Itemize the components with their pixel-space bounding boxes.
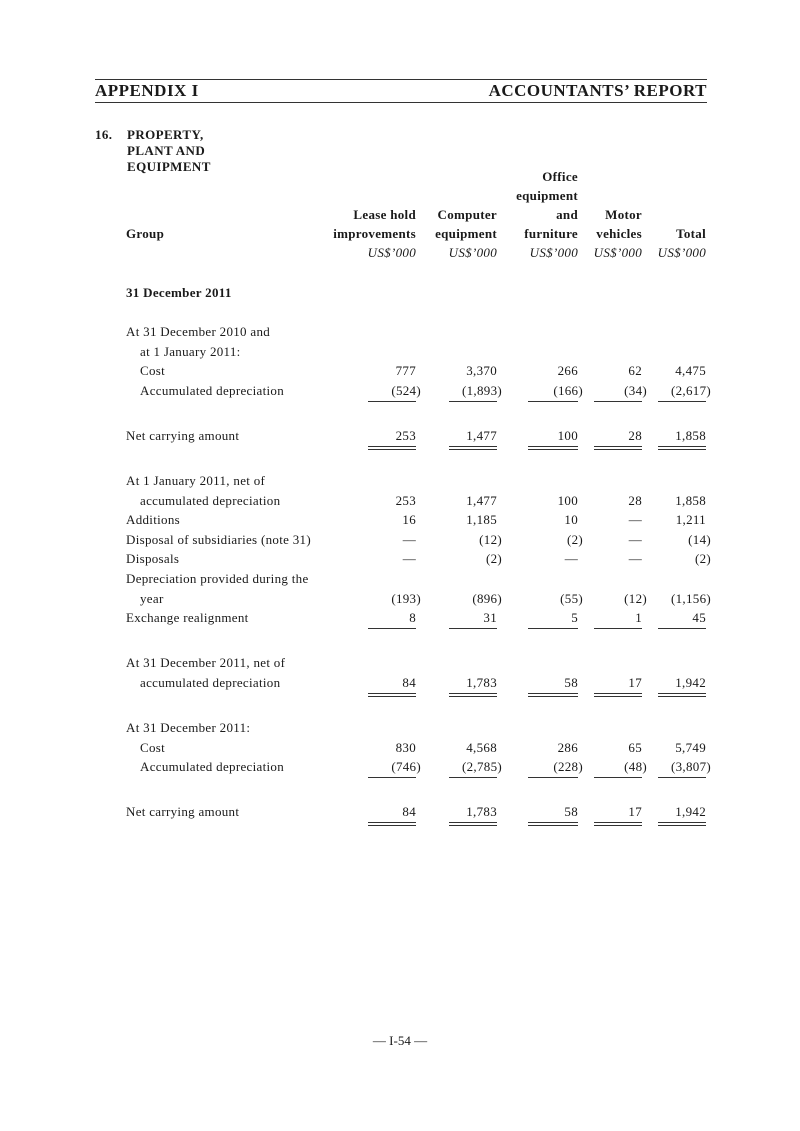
table-cell: 1,477: [466, 427, 497, 443]
table-cell: 1,942: [675, 674, 706, 690]
table-cell: 777: [395, 363, 416, 379]
table-cell: (12): [624, 590, 647, 606]
single-underline: [368, 777, 416, 778]
table-cell: 28: [628, 427, 642, 443]
double-underline: [658, 822, 706, 826]
row-label: Depreciation provided during the: [126, 571, 309, 586]
table-cell: —: [564, 551, 578, 567]
row-label: Accumulated depreciation: [140, 759, 284, 775]
table-cell: 253: [395, 492, 416, 508]
single-underline: [368, 628, 416, 629]
column-header-line: vehicles: [596, 226, 642, 241]
single-underline: [658, 628, 706, 629]
row-label: At 31 December 2011:: [126, 720, 251, 735]
row-label: at 1 January 2011:: [140, 343, 241, 359]
table-cell: (524): [391, 382, 421, 398]
appendix-label: APPENDIX I: [95, 81, 199, 100]
double-underline: [449, 693, 497, 697]
single-underline: [449, 401, 497, 402]
table-cell: 8: [409, 610, 416, 626]
column-header-line: equipment: [516, 188, 578, 203]
row-label: accumulated depreciation: [140, 674, 281, 690]
table-cell: 65: [628, 739, 642, 755]
section-number: 16.: [95, 127, 113, 142]
double-underline: [368, 693, 416, 697]
table-cell: (3,807): [670, 759, 711, 775]
single-underline: [594, 777, 642, 778]
table-cell: 58: [564, 674, 578, 690]
table-cell: 100: [557, 427, 578, 443]
table-cell: (2,617): [670, 382, 711, 398]
row-label: Additions: [126, 512, 180, 528]
table-cell: —: [402, 531, 416, 547]
double-underline: [528, 693, 578, 697]
row-label: Net carrying amount: [126, 804, 240, 820]
table-cell: 16: [402, 512, 416, 528]
table-cell: (2): [566, 531, 583, 547]
table-cell: 1,942: [675, 804, 706, 820]
table-cell: 1,477: [466, 492, 497, 508]
table-cell: 62: [628, 363, 642, 379]
group-label: Group: [126, 226, 165, 241]
table-cell: 45: [692, 610, 706, 626]
double-underline: [368, 822, 416, 826]
table-cell: 4,568: [466, 739, 497, 755]
row-label: year: [140, 590, 164, 606]
table-cell: (12): [479, 531, 502, 547]
table-cell: (48): [624, 759, 647, 775]
column-unit: US$’000: [657, 245, 706, 260]
double-underline: [449, 446, 497, 450]
row-label: accumulated depreciation: [140, 492, 281, 508]
single-underline: [528, 777, 578, 778]
table-cell: (2): [485, 551, 502, 567]
page-number: — I-54 —: [372, 1033, 428, 1048]
table-cell: 1,185: [466, 512, 497, 528]
table-cell: 1: [635, 610, 642, 626]
table-cell: (228): [553, 759, 583, 775]
column-header-line: improvements: [333, 226, 416, 241]
column-header-line: and: [556, 207, 578, 222]
column-unit: US$’000: [367, 245, 416, 260]
row-label: At 31 December 2011, net of: [126, 655, 286, 671]
table-cell: 1,783: [466, 804, 497, 820]
column-header-line: Total: [676, 226, 706, 241]
table-cell: 5: [571, 610, 578, 626]
period-heading: 31 December 2011: [126, 285, 232, 300]
table-cell: —: [628, 512, 642, 528]
row-label: At 31 December 2010 and: [126, 324, 271, 339]
table-cell: —: [402, 551, 416, 567]
table-cell: 266: [557, 363, 578, 379]
page-header: [95, 79, 707, 103]
double-underline: [594, 822, 642, 826]
table-cell: 58: [564, 804, 578, 820]
double-underline: [594, 693, 642, 697]
double-underline: [368, 446, 416, 450]
double-underline: [528, 446, 578, 450]
table-cell: (34): [624, 382, 647, 398]
table-cell: (2,785): [461, 759, 502, 775]
table-cell: (1,156): [670, 590, 711, 606]
single-underline: [528, 401, 578, 402]
table-cell: 3,370: [466, 363, 497, 379]
table-cell: (55): [560, 590, 583, 606]
row-label: Disposals: [126, 551, 180, 567]
section-title: PROPERTY, PLANT AND EQUIPMENT: [127, 127, 211, 174]
double-underline: [528, 822, 578, 826]
table-cell: 286: [557, 739, 578, 755]
table-cell: 31: [483, 610, 497, 626]
table-cell: (14): [688, 531, 711, 547]
table-cell: (166): [553, 382, 583, 398]
single-underline: [528, 628, 578, 629]
table-cell: 253: [395, 427, 416, 443]
table-cell: 1,858: [675, 427, 706, 443]
table-cell: (193): [391, 590, 421, 606]
single-underline: [658, 401, 706, 402]
table-cell: 1,858: [675, 492, 706, 508]
single-underline: [594, 401, 642, 402]
report-title: ACCOUNTANTS’ REPORT: [488, 81, 707, 100]
column-header-line: equipment: [435, 226, 497, 241]
column-unit: US$’000: [593, 245, 642, 260]
table-cell: 84: [402, 804, 416, 820]
table-cell: 1,783: [466, 674, 497, 690]
table-cell: —: [628, 551, 642, 567]
double-underline: [658, 693, 706, 697]
row-label: Net carrying amount: [126, 427, 240, 443]
single-underline: [658, 777, 706, 778]
table-cell: 10: [564, 512, 578, 528]
row-label: Accumulated depreciation: [140, 382, 284, 398]
single-underline: [449, 628, 497, 629]
row-label: At 1 January 2011, net of: [126, 473, 266, 488]
table-cell: 4,475: [675, 363, 706, 379]
table-cell: (896): [472, 590, 502, 606]
double-underline: [449, 822, 497, 826]
table-cell: 17: [628, 804, 642, 820]
row-label: Exchange realignment: [126, 610, 249, 626]
table-cell: 84: [402, 674, 416, 690]
table-cell: 5,749: [675, 739, 706, 755]
column-header-line: furniture: [524, 226, 578, 241]
table-cell: 1,211: [675, 512, 706, 528]
column-header-line: Lease hold: [353, 207, 416, 222]
double-underline: [658, 446, 706, 450]
table-cell: —: [628, 531, 642, 547]
table-cell: 100: [557, 492, 578, 508]
row-label: Cost: [140, 363, 166, 379]
row-label: Disposal of subsidiaries (note 31): [126, 531, 311, 547]
single-underline: [449, 777, 497, 778]
table-cell: 28: [628, 492, 642, 508]
column-header-line: Computer: [437, 207, 497, 222]
table-cell: 17: [628, 674, 642, 690]
single-underline: [594, 628, 642, 629]
table-cell: 830: [395, 739, 416, 755]
column-unit: US$’000: [529, 245, 578, 260]
column-header-line: Office: [542, 169, 578, 184]
row-label: Cost: [140, 739, 166, 755]
column-header-line: Motor: [605, 207, 642, 222]
double-underline: [594, 446, 642, 450]
single-underline: [368, 401, 416, 402]
column-unit: US$’000: [448, 245, 497, 260]
table-cell: (2): [694, 551, 711, 567]
table-cell: (1,893): [461, 382, 502, 398]
table-cell: (746): [391, 759, 421, 775]
